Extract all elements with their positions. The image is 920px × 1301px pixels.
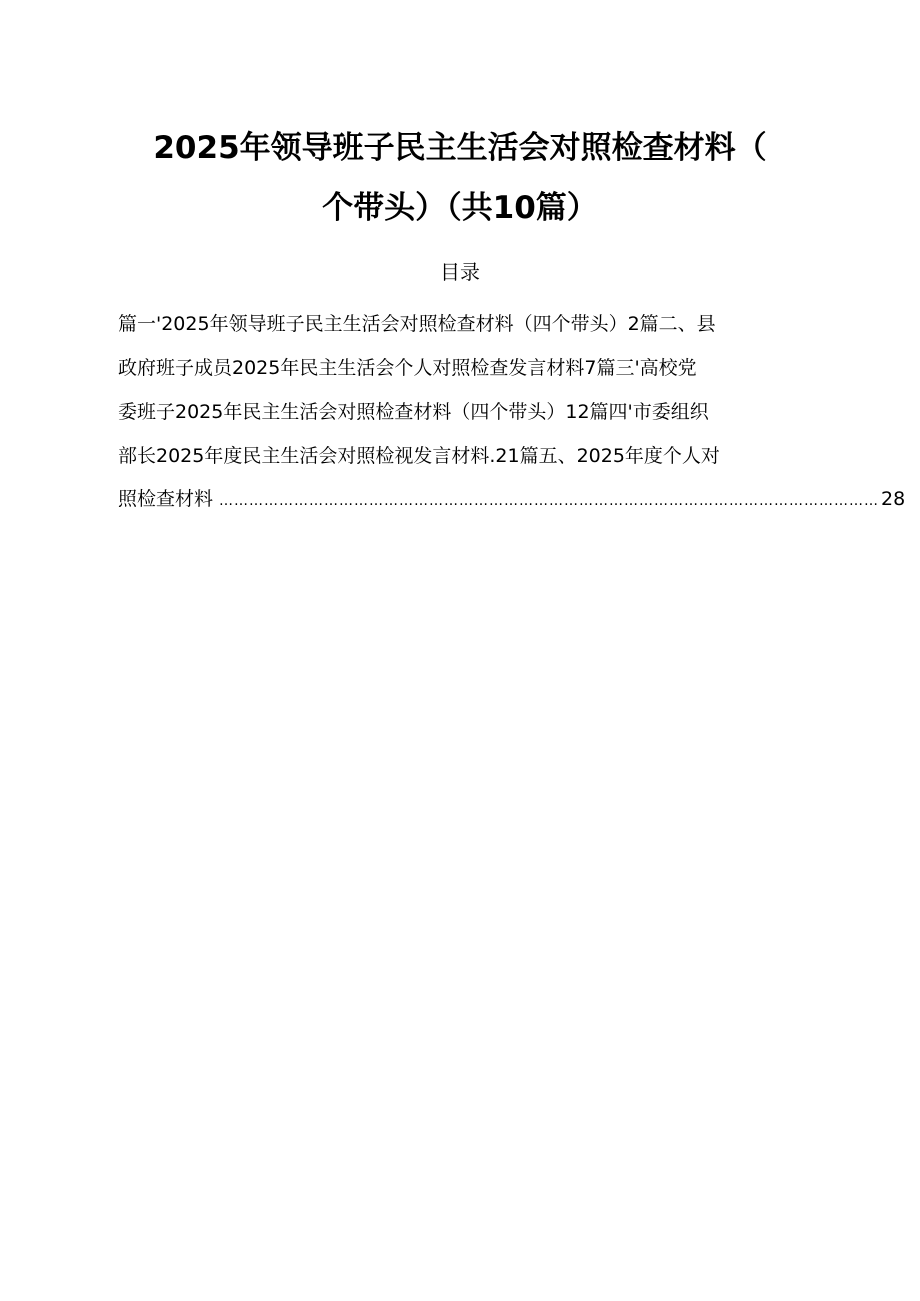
toc-entry-text: 照检查材料 <box>118 488 214 510</box>
toc-line[interactable]: 部长2025年度民主生活会对照检视发言材料.21篇五、2025年度个人对 <box>118 445 720 467</box>
toc-dot-leader: …………………………………………………………………………………………………………………… <box>219 493 880 509</box>
toc-line[interactable]: 委班子2025年民主生活会对照检查材料（四个带头）12篇四'市委组织 <box>118 401 709 423</box>
toc-heading: 目录 <box>440 260 480 284</box>
toc-line[interactable]: 篇一'2025年领导班子民主生活会对照检查材料（四个带头）2篇二、县 <box>118 313 716 335</box>
document-title-line-1: 2025年领导班子民主生活会对照检查材料（ <box>153 130 767 166</box>
toc-entry-last[interactable] <box>118 485 906 514</box>
toc-line[interactable]: 政府班子成员2025年民主生活会个人对照检查发言材料7篇三'高校党 <box>118 357 697 379</box>
document-title-line-2: 个带头）（共10篇） <box>322 190 598 226</box>
toc-page-number: 28 <box>881 488 906 510</box>
